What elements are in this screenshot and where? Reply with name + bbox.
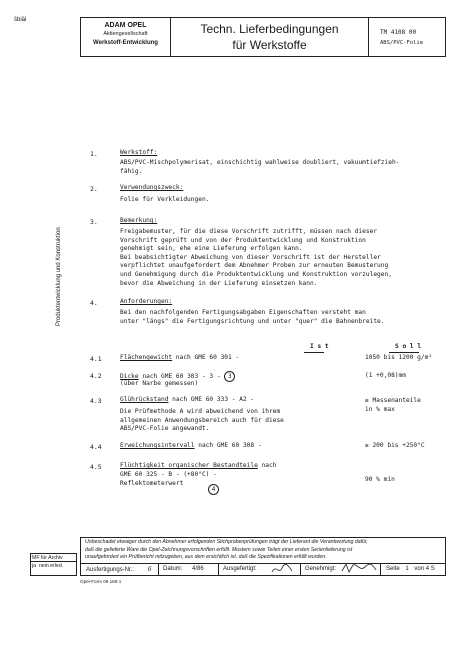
- soll-value: ≥ 200 bis +250°C: [365, 442, 425, 449]
- section-heading: Werkstoff:: [120, 149, 158, 156]
- ausfertigung-label: Ausfertigungs-Nr.:: [86, 567, 135, 573]
- column-ist: I s t: [310, 343, 329, 350]
- section-heading: Bemerkung:: [120, 217, 158, 224]
- requirement-note: GME 60 325 - B - (+80°C) - Reflektometerwert: [120, 471, 217, 487]
- genehmigt-label: Genehmigt:: [305, 566, 337, 572]
- soll-value: (1 +0,08)mm: [365, 372, 406, 379]
- liability-note: Unbeschadet etwaiger durch den Abnehmer erfolgenden Stichprobenprüfungen trägt der Lieferant die Verantwortung dafür, daß die gelieferte Ware die Opel-Zeichnungsvorschriften erfüllt. Mustern sowie Teilen einer ersten Serienlieferung ist unaufgefordert ein Prüfbericht mitzugeben, aus dem ersichtlich ist, daß die Spezifikationen erfüllt wurden.: [85, 539, 368, 561]
- seite-label: Seite: [386, 566, 400, 572]
- doc-number: TM 4108 00: [380, 29, 417, 36]
- department: Werkstoff-Entwicklung: [93, 40, 158, 46]
- section-heading: Anforderungen:: [120, 298, 173, 305]
- document-title: Techn. Lieferbedingungen: [200, 22, 339, 36]
- signature-genehmigt: [340, 560, 378, 576]
- soll-value: ≥ Massenanteile in % max: [365, 397, 421, 413]
- signature-ausgefertigt: [270, 562, 296, 576]
- datum-label: Datum:: [163, 566, 183, 572]
- ausgefertigt-label: Ausgefertigt:: [223, 566, 257, 572]
- circle-mark: 4: [208, 484, 219, 495]
- company-name: ADAM OPEL: [104, 22, 147, 29]
- ausfertigung-value: 6: [147, 566, 152, 573]
- circle-mark: 3: [224, 371, 235, 382]
- archive-options: ja nein erled.: [32, 563, 64, 569]
- requirement-note: Die Prüfmethode A wird abweichend von ihrem allgemeinen Anwendungsbereich auch für diese ABS/PVC-Folie angewandt.: [120, 408, 284, 433]
- von-value: 4 S: [425, 566, 435, 572]
- corner-mark: ŝbiäi: [14, 17, 27, 23]
- archive-label: MF für Archiv: [32, 555, 63, 561]
- section-heading: Verwendungszweck:: [120, 184, 184, 191]
- section-body: Freigabemuster, für die diese Vorschrift zutrifft, müssen nach dieser Vorschrift geprüft und von der Produktentwicklung und Konstruktion genehmigt sein, ehe eine Lieferung erfolgen kann. Bei beabsichtigter Abweichung von dieser Vorschrift ist der Hersteller verpflichtet unaufgefordert dem Abnehmer Proben zur erneuten Bemusterung und Genehmigung durch die Produktentwicklung und Konstruktion vorzulegen, bevor die Abweichung in der Lieferung einsetzen kann.: [120, 228, 392, 287]
- company-subtitle: Aktiengesellschaft: [103, 31, 148, 37]
- form-code: Opel-Form 09.186-1: [80, 579, 122, 584]
- datum-value: 4/86: [192, 566, 204, 572]
- section-body: Bei den nachfolgenden Fertigungsabgaben Eigenschaften versteht man unter "längs" die Fertigungsrichtung und unter "quer" die Bahnenbreite.: [120, 309, 385, 325]
- side-label: Produktentwicklung und Konstruktion: [56, 227, 62, 326]
- soll-value: 90 % min: [365, 476, 395, 483]
- section-body: Folie für Verkleidungen.: [120, 196, 210, 203]
- column-soll: S o l l: [395, 343, 422, 350]
- doc-subject: ABS/PVC-Folie: [380, 40, 424, 46]
- section-body: ABS/PVC-Mischpolymerisat, einschichtig wahlweise doubliert, vakuumtiefzieh- fähig.: [120, 159, 400, 175]
- von-label: von: [414, 566, 425, 572]
- soll-value: 1050 bis 1200 g/m²: [365, 354, 433, 361]
- document-title-line2: für Werkstoffe: [232, 38, 307, 52]
- requirement-note: (über Narbe gemessen): [120, 380, 199, 387]
- seite-value: 1: [405, 566, 409, 572]
